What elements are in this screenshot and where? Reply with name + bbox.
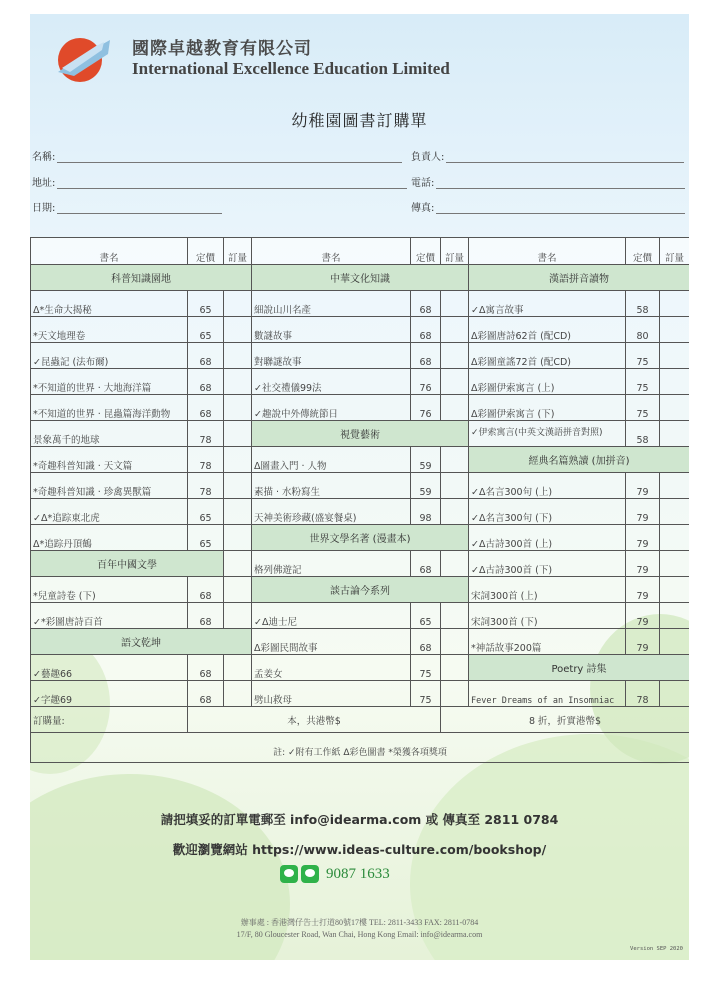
qty-cell[interactable] (224, 421, 252, 447)
table-row (31, 603, 690, 629)
book-price: 79 (626, 629, 660, 655)
book-price: 65 (188, 317, 224, 343)
summary-total[interactable]: 本，共港幣$ (188, 707, 441, 733)
phone-number: 9087 1633 (326, 865, 390, 882)
qty-cell[interactable] (224, 447, 252, 473)
book-price: 65 (188, 525, 224, 551)
qty-cell[interactable] (441, 395, 469, 421)
book-title: Δ彩圖伊索寓言 (下) (469, 395, 626, 421)
qty-cell[interactable] (224, 395, 252, 421)
book-title: ✓Δ*追踪東北虎 (31, 499, 188, 525)
table-row (31, 577, 690, 603)
qty-cell[interactable] (660, 577, 690, 603)
book-price: 68 (188, 681, 224, 707)
table-row (31, 421, 690, 447)
table-row (31, 681, 690, 707)
book-title: ✓藝趣66 (31, 655, 188, 681)
company-name-zh: 國際卓越教育有限公司 (132, 39, 312, 59)
company-logo (52, 32, 114, 84)
name-line[interactable] (57, 153, 402, 163)
book-price: 75 (626, 395, 660, 421)
header-price: 定價 (411, 238, 441, 265)
table-row (31, 629, 690, 655)
company-name-en: International Excellence Education Limited (132, 59, 450, 78)
book-price: 98 (411, 499, 441, 525)
person-field[interactable] (411, 148, 684, 163)
table-row (31, 317, 690, 343)
book-title: ✓字趣69 (31, 681, 188, 707)
table-row (31, 447, 690, 473)
qty-cell[interactable] (441, 447, 469, 473)
book-price: 65 (188, 291, 224, 317)
header-price: 定價 (188, 238, 224, 265)
fax-field[interactable] (411, 199, 685, 214)
book-title: Δ*追踪丹頂鶴 (31, 525, 188, 551)
book-price: 68 (188, 655, 224, 681)
address-label: 地址: (32, 178, 56, 189)
book-title: ✓Δ古詩300首 (上) (469, 525, 626, 551)
qty-cell[interactable] (660, 629, 690, 655)
header-qty: 訂量 (224, 238, 252, 265)
book-price: 75 (626, 343, 660, 369)
header-book: 書名 (252, 238, 411, 265)
email-instruction: 請把填妥的訂單電郵至 info@idearma.com 或 傳真至 2811 0784 (160, 812, 559, 827)
book-price: 68 (411, 629, 441, 655)
qty-cell[interactable] (224, 577, 252, 603)
book-price: 65 (411, 603, 441, 629)
book-price: 78 (626, 681, 660, 707)
book-price: 68 (411, 343, 441, 369)
header-book: 書名 (469, 238, 626, 265)
name-label: 名稱: (32, 152, 56, 163)
qty-cell[interactable] (224, 551, 252, 577)
section-world-literature: 世界文學名著 (漫畫本) (252, 525, 469, 551)
book-title: *不知道的世界 · 昆蟲篇海洋動物 (31, 395, 188, 421)
book-title: *兒童詩卷 (下) (31, 577, 188, 603)
summary-row (31, 707, 690, 733)
person-line[interactable] (446, 153, 684, 163)
qty-cell[interactable] (224, 525, 252, 551)
book-title: 天神美術珍藏(盛宴餐桌) (252, 499, 411, 525)
qty-cell[interactable] (441, 629, 469, 655)
book-title: *神話故事200篇 (469, 629, 626, 655)
qty-cell[interactable] (660, 317, 690, 343)
qty-cell[interactable] (441, 655, 469, 681)
table-row (31, 369, 690, 395)
phone-line[interactable] (436, 179, 685, 189)
summary-label: 訂購量: (31, 707, 188, 733)
book-price: 79 (626, 551, 660, 577)
book-price: 78 (188, 447, 224, 473)
name-field[interactable] (32, 148, 402, 163)
book-title: ✓*彩圖唐詩百首 (31, 603, 188, 629)
book-price: 68 (411, 317, 441, 343)
book-price: 58 (626, 421, 660, 447)
table-header-row (31, 238, 690, 265)
table-row (31, 525, 690, 551)
qty-cell[interactable] (224, 369, 252, 395)
book-price: 79 (626, 577, 660, 603)
book-title: ✓昆蟲記 (法布爾) (31, 343, 188, 369)
summary-discount[interactable]: 8 折，折實港幣$ (441, 707, 690, 733)
fax-label: 傳真: (411, 203, 435, 214)
header-price: 定價 (626, 238, 660, 265)
book-price: 68 (188, 603, 224, 629)
book-title: ✓社交禮儀99法 (252, 369, 411, 395)
table-row (31, 343, 690, 369)
wechat-icon (301, 865, 319, 883)
qty-cell[interactable] (224, 343, 252, 369)
book-price: 68 (188, 343, 224, 369)
book-price: 68 (188, 395, 224, 421)
qty-cell[interactable] (224, 681, 252, 707)
book-title: 細說山川名產 (252, 291, 411, 317)
section-chinese-culture: 中華文化知識 (252, 265, 469, 291)
address-field[interactable] (32, 174, 407, 189)
legend-text: 註: ✓附有工作紙 Δ彩色圖書 *榮獲各項獎項 (31, 733, 690, 763)
fax-line[interactable] (436, 204, 685, 214)
book-price: 75 (626, 369, 660, 395)
qty-cell[interactable] (660, 395, 690, 421)
qty-cell[interactable] (660, 525, 690, 551)
book-title: Δ*生命大揭秘 (31, 291, 188, 317)
whatsapp-icon (280, 865, 298, 883)
phone-field[interactable] (411, 174, 685, 189)
book-title: Fever Dreams of an Insomniac (469, 681, 626, 707)
qty-cell[interactable] (441, 369, 469, 395)
person-label: 負責人: (411, 152, 445, 163)
table-row (31, 395, 690, 421)
header-qty: 訂量 (441, 238, 469, 265)
qty-cell[interactable] (660, 681, 690, 707)
book-price: 76 (411, 369, 441, 395)
book-title: ✓Δ古詩300首 (下) (469, 551, 626, 577)
qty-cell[interactable] (660, 421, 690, 447)
book-title: ✓Δ迪士尼 (252, 603, 411, 629)
section-ancient-modern: 談古論今系列 (252, 577, 469, 603)
version-label: Version SEP 2020 (630, 946, 683, 952)
qty-cell[interactable] (660, 603, 690, 629)
qty-cell[interactable] (441, 291, 469, 317)
book-price: 79 (626, 499, 660, 525)
qty-cell[interactable] (660, 499, 690, 525)
section-century-literature: 百年中國文學 (31, 551, 224, 577)
qty-cell[interactable] (660, 291, 690, 317)
book-title: *天文地理卷 (31, 317, 188, 343)
qty-cell[interactable] (441, 473, 469, 499)
book-price: 78 (188, 421, 224, 447)
book-title: Δ彩圖唐詩62首 (配CD) (469, 317, 626, 343)
book-title: ✓Δ名言300句 (上) (469, 473, 626, 499)
book-title: 格列佛遊記 (252, 551, 411, 577)
book-price: 68 (188, 369, 224, 395)
date-label: 日期: (32, 203, 56, 214)
book-price: 68 (188, 577, 224, 603)
qty-cell[interactable] (224, 473, 252, 499)
qty-cell[interactable] (660, 551, 690, 577)
book-price: 76 (411, 395, 441, 421)
book-title: *不知道的世界 · 大地海洋篇 (31, 369, 188, 395)
book-price: 80 (626, 317, 660, 343)
qty-cell[interactable] (441, 343, 469, 369)
qty-cell[interactable] (660, 473, 690, 499)
book-price: 59 (411, 473, 441, 499)
qty-cell[interactable] (224, 291, 252, 317)
book-title: 素描 · 水粉寫生 (252, 473, 411, 499)
book-title: 數謎故事 (252, 317, 411, 343)
header-qty: 訂量 (660, 238, 690, 265)
table-row (31, 655, 690, 681)
form-title: 幼稚園圖書訂購單 (291, 111, 428, 130)
qty-cell[interactable] (441, 681, 469, 707)
book-price: 79 (626, 603, 660, 629)
table-row (31, 499, 690, 525)
address-line[interactable] (57, 179, 407, 189)
qty-cell[interactable] (224, 603, 252, 629)
qty-cell[interactable] (224, 317, 252, 343)
table-row (31, 551, 690, 577)
book-price: 79 (626, 473, 660, 499)
book-title: *奇趣科普知識 · 珍禽異獸篇 (31, 473, 188, 499)
book-price: 79 (626, 525, 660, 551)
qty-cell[interactable] (224, 499, 252, 525)
date-field[interactable] (32, 199, 222, 214)
table-row (31, 265, 690, 291)
section-science: 科普知識園地 (31, 265, 252, 291)
section-poetry: Poetry 詩集 (469, 655, 690, 681)
section-pinyin: 漢語拼音讀物 (469, 265, 690, 291)
book-title: 劈山救母 (252, 681, 411, 707)
legend-row (31, 733, 690, 763)
book-title: Δ彩圖民間故事 (252, 629, 411, 655)
table-row (31, 473, 690, 499)
phone-label: 電話: (411, 178, 435, 189)
book-price: 75 (411, 655, 441, 681)
book-title: ✓Δ名言300句 (下) (469, 499, 626, 525)
section-language: 語文乾坤 (31, 629, 252, 655)
book-price: 68 (411, 291, 441, 317)
section-visual-arts: 視覺藝術 (252, 421, 469, 447)
book-price: 65 (188, 499, 224, 525)
book-price: 68 (411, 551, 441, 577)
order-table (30, 237, 689, 763)
qty-cell[interactable] (660, 343, 690, 369)
qty-cell[interactable] (441, 551, 469, 577)
order-form-page (30, 14, 689, 960)
book-title: ✓趣說中外傳統節日 (252, 395, 411, 421)
book-title: Δ彩圖伊索寓言 (上) (469, 369, 626, 395)
section-classics: 經典名篇熟讀 (加拼音) (469, 447, 690, 473)
book-price: 78 (188, 473, 224, 499)
qty-cell[interactable] (441, 499, 469, 525)
book-price: 58 (626, 291, 660, 317)
book-title: ✓Δ寓言故事 (469, 291, 626, 317)
book-title: *奇趣科普知識 · 天文篇 (31, 447, 188, 473)
book-title: ✓伊索寓言(中英文漢語拼音對照) (469, 421, 626, 447)
qty-cell[interactable] (441, 603, 469, 629)
address-zh: 辦事處 : 香港灣仔告士打道80號17樓 TEL: 2811-3433 FAX: 2811-0784 (240, 918, 479, 927)
qty-cell[interactable] (441, 317, 469, 343)
book-title: 宋詞300首 (上) (469, 577, 626, 603)
qty-cell[interactable] (224, 655, 252, 681)
book-title: 對聯謎故事 (252, 343, 411, 369)
book-title: Δ彩圖童謠72首 (配CD) (469, 343, 626, 369)
phone-line (280, 865, 390, 883)
date-line[interactable] (57, 204, 222, 214)
book-price: 59 (411, 447, 441, 473)
book-title: 孟姜女 (252, 655, 411, 681)
book-title: Δ圖畫入門 · 人物 (252, 447, 411, 473)
header-book: 書名 (31, 238, 188, 265)
table-row (31, 291, 690, 317)
book-title: 宋詞300首 (下) (469, 603, 626, 629)
qty-cell[interactable] (660, 369, 690, 395)
address-en: 17/F, 80 Gloucester Road, Wan Chai, Hong Kong Email: info@idearma.com (236, 930, 483, 939)
website-line: 歡迎瀏覽網站 https://www.ideas-culture.com/bookshop/ (172, 842, 547, 857)
book-title: 景象萬千的地球 (31, 421, 188, 447)
book-price: 75 (411, 681, 441, 707)
